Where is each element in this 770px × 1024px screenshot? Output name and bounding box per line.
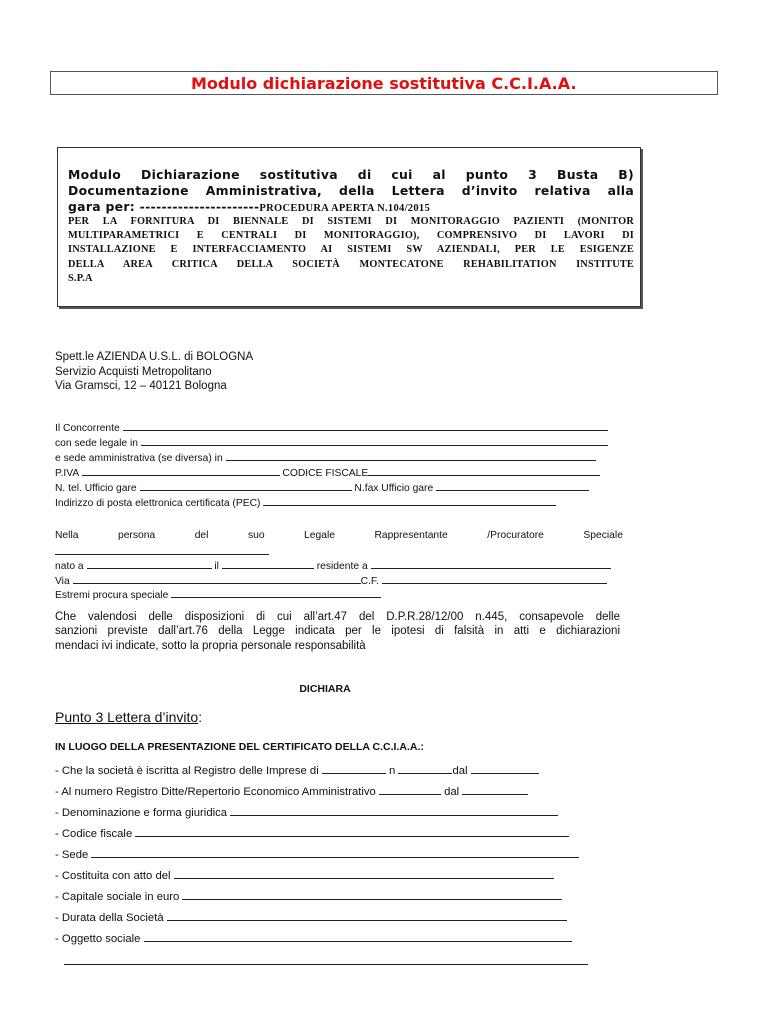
subject-body-line: MULTIPARAMETRICI E CENTRALI DI MONITORAGGIO), COMPRENSIVO DI LAVORI DI [68, 230, 634, 242]
item-durata [55, 911, 567, 924]
piva-field[interactable] [82, 466, 280, 476]
durata-field[interactable] [167, 911, 567, 921]
dal-field[interactable] [471, 764, 539, 774]
item-sede [55, 848, 579, 861]
item-costituita [55, 869, 554, 882]
cf-field[interactable] [382, 574, 607, 584]
piva-row [55, 466, 600, 479]
residente-label: residente a [316, 561, 368, 572]
item-registro [55, 785, 528, 798]
via-field[interactable] [73, 574, 361, 584]
estremi-field[interactable] [171, 588, 381, 598]
subject-box [57, 147, 641, 307]
recipient-line: Via Gramsci, 12 – 40121 Bologna [55, 380, 227, 392]
codice-label: - Codice fiscale [55, 828, 133, 840]
costituita-field[interactable] [174, 869, 554, 879]
tel-field[interactable] [140, 481, 352, 491]
declaration-line: sanzioni previste dall’art.76 della Legge indicata per le ipotesi di falsità in atti e dichiarazioni [55, 625, 620, 638]
sede-amm-row [55, 451, 596, 464]
dal-label: dal [452, 765, 468, 777]
item-oggetto [55, 932, 572, 945]
sede-amm-field[interactable] [226, 451, 596, 461]
document-title: Modulo dichiarazione sostitutiva C.C.I.A.A. [191, 74, 577, 93]
capitale-label: - Capitale sociale in euro [55, 891, 180, 903]
fax-field[interactable] [436, 481, 589, 491]
iscritta-field[interactable] [322, 764, 386, 774]
subject-body-line: PER LA FORNITURA DI BIENNALE DI SISTEMI DI MONITORAGGIO PAZIENTI (MONITOR [68, 216, 634, 227]
person-word: del [194, 530, 209, 541]
denominazione-label: - Denominazione e forma giuridica [55, 807, 228, 819]
nato-label: nato a [55, 561, 84, 572]
person-word: Nella [55, 530, 79, 541]
oggetto-field[interactable] [144, 932, 572, 942]
pec-row [55, 496, 556, 509]
punto-title: Punto 3 Lettera d’invito [55, 709, 199, 725]
item-capitale [55, 890, 562, 903]
item-iscritta [55, 764, 539, 777]
nato-row [55, 559, 611, 572]
costituita-label: - Costituita con atto del [55, 870, 171, 882]
subject-body-line: DELLA AREA CRITICA DELLA SOCIETÀ MONTECATONE REHABILITATION INSTITUTE [68, 258, 634, 270]
residente-field[interactable] [371, 559, 611, 569]
codice-fiscale-label: CODICE FISCALE [282, 468, 369, 479]
iscritta-label: - Che la società è iscritta al Registro delle Imprese di [55, 765, 319, 777]
estremi-row [55, 588, 381, 601]
punto-colon: : [198, 709, 203, 725]
person-name-field[interactable] [55, 545, 269, 555]
codice-field[interactable] [135, 827, 569, 837]
il-label: il [214, 561, 219, 572]
concorrente-field[interactable] [123, 421, 608, 431]
tel-fax-row [55, 481, 589, 494]
sede-label: - Sede [55, 849, 89, 861]
cf-label: C.F. [360, 576, 379, 587]
person-word: Legale [304, 530, 335, 541]
person-word: Rappresentante [374, 530, 448, 541]
denominazione-field[interactable] [230, 806, 558, 816]
declaration-line: Che valendosi delle disposizioni di cui all’art.47 del D.P.R.28/12/00 n.445, consapevole delle [55, 611, 620, 623]
sede-field[interactable] [91, 848, 579, 858]
recipient-line: Spett.le AZIENDA U.S.L. di BOLOGNA [55, 351, 254, 363]
nato-field[interactable] [87, 559, 212, 569]
sede-amm-label: e sede amministrativa (se diversa) in [55, 453, 223, 464]
subject-heading-line: Modulo Dichiarazione sostitutiva di cui al punto 3 Busta B) [68, 167, 634, 182]
tel-label: N. tel. Ufficio gare [55, 483, 137, 494]
title-box [50, 71, 718, 95]
item-oggetto-continuation [64, 955, 588, 968]
recipient-address [55, 350, 253, 394]
person-word: suo [247, 530, 265, 541]
codice-fiscale-field[interactable] [368, 466, 600, 476]
fax-label: N.fax Ufficio gare [354, 483, 434, 494]
n-label: n [389, 765, 396, 777]
registro-dal-field[interactable] [462, 785, 528, 795]
oggetto-label: - Oggetto sociale [55, 933, 141, 945]
sede-legale-label: con sede legale in [55, 438, 139, 449]
capitale-field[interactable] [182, 890, 562, 900]
person-word: Speciale [583, 530, 623, 541]
sede-legale-row [55, 436, 608, 449]
registro-field[interactable] [379, 785, 441, 795]
pec-field[interactable] [263, 496, 556, 506]
il-field[interactable] [222, 559, 314, 569]
sede-legale-field[interactable] [141, 436, 608, 446]
subject-body-line: S.P.A [68, 272, 93, 284]
concorrente-label: Il Concorrente [55, 423, 120, 434]
via-label: Via [55, 576, 70, 587]
person-heading-row [55, 530, 623, 541]
piva-label: P.IVA [55, 468, 79, 479]
dichiara-heading: DICHIARA [299, 683, 351, 695]
durata-label: - Durata della Società [55, 912, 164, 924]
subject-body [68, 215, 634, 286]
n-field[interactable] [398, 764, 452, 774]
estremi-label: Estremi procura speciale [55, 590, 169, 601]
person-name-row [55, 545, 269, 558]
person-word: /Procuratore [487, 530, 544, 541]
registro-dal-label: dal [444, 786, 460, 798]
person-word: persona [117, 530, 156, 541]
pec-label: Indirizzo di posta elettronica certificata (PEC) [55, 498, 261, 509]
recipient-line: Servizio Acquisti Metropolitano [55, 365, 212, 378]
punto-heading [55, 709, 202, 725]
subject-body-line: INSTALLAZIONE E INTERFACCIAMENTO AI SISTEMI SW AZIENDALI, PER LE ESIGENZE [68, 244, 634, 256]
oggetto-continuation-field[interactable] [64, 955, 588, 965]
procedure-number: PROCEDURA APERTA N.104/2015 [259, 203, 430, 214]
in-luogo-heading: IN LUOGO DELLA PRESENTAZIONE DEL CERTIFICATO DELLA C.C.I.A.A.: [55, 741, 424, 753]
subject-heading-line: Documentazione Amministrativa, della Lettera d’invito relativa alla [68, 183, 634, 198]
item-denominazione [55, 806, 558, 819]
declaration-line: mendaci ivi indicate, sotto la propria personale responsabilità [55, 639, 366, 652]
via-row [55, 574, 607, 587]
concorrente-row [55, 421, 608, 434]
subject-heading [68, 167, 634, 217]
declaration-paragraph [55, 610, 620, 653]
registro-label: - Al numero Registro Ditte/Repertorio Economico Amministrativo [55, 786, 376, 798]
item-codice [55, 827, 569, 840]
gara-label: gara per: ---------------------- [68, 199, 260, 214]
